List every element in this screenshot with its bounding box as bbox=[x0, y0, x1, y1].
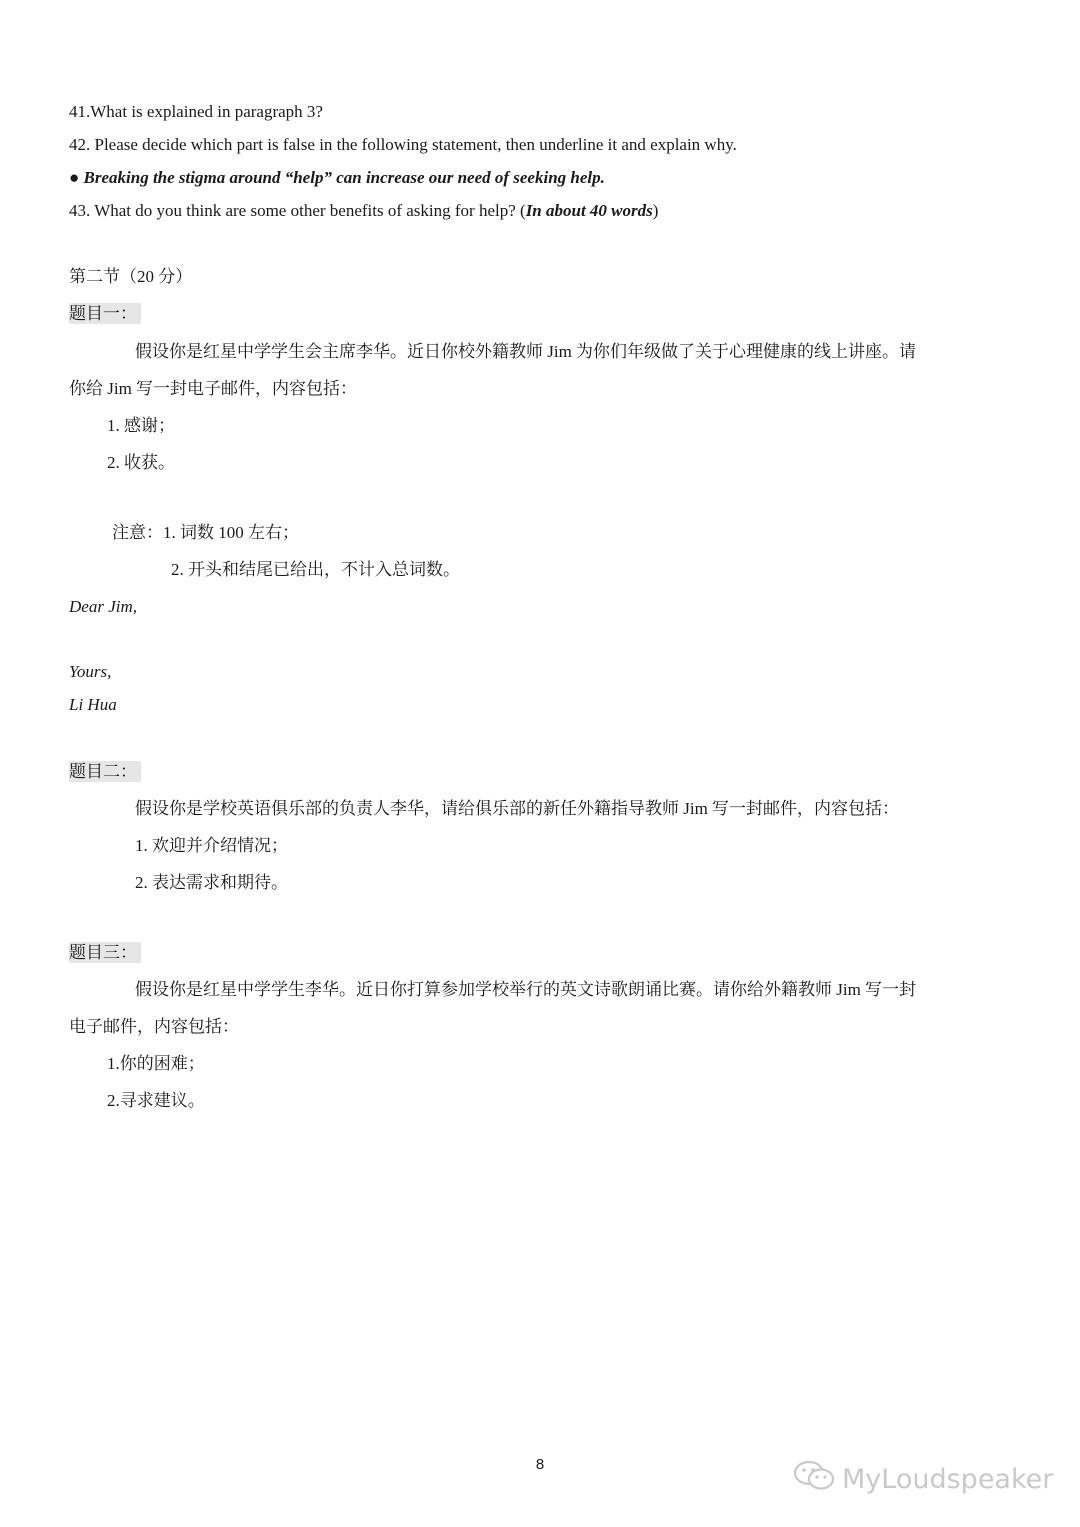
topic-2-item-2: 2. 表达需求和期待。 bbox=[135, 873, 288, 892]
question-41: 41.What is explained in paragraph 3? bbox=[69, 102, 323, 121]
statement: ● Breaking the stigma around “help” can increase our need of seeking help. bbox=[69, 168, 605, 187]
topic-1-label bbox=[69, 303, 141, 325]
topic-2-para-line-1: 假设你是学校英语俱乐部的负责人李华，请给俱乐部的新任外籍指导教师 Jim 写一封邮件，内容包括： bbox=[135, 799, 900, 818]
question-42: 42. Please decide which part is false in the following statement, then underline it and explain why. bbox=[69, 135, 737, 154]
topic-1-item-2: 2. 收获。 bbox=[107, 453, 175, 472]
topic-2-item-1: 1. 欢迎并介绍情况； bbox=[135, 836, 288, 855]
note-2: 2. 开头和结尾已给出，不计入总词数。 bbox=[171, 560, 460, 579]
topic-1-label-text: 题目一： bbox=[69, 303, 141, 324]
letter-closing: Yours, bbox=[69, 662, 112, 681]
watermark bbox=[792, 1458, 1053, 1501]
watermark-text: MyLoudspeaker bbox=[842, 1464, 1054, 1495]
word-limit: In about 40 words bbox=[525, 201, 653, 220]
letter-signature: Li Hua bbox=[69, 695, 117, 714]
topic-3-para-line-2: 电子邮件，内容包括： bbox=[69, 1017, 239, 1036]
topic-3-item-2: 2.寻求建议。 bbox=[107, 1091, 205, 1110]
letter-greeting: Dear Jim, bbox=[69, 597, 137, 616]
topic-3-para-line-1: 假设你是红星中学学生李华。近日你打算参加学校举行的英文诗歌朗诵比赛。请你给外籍教师 Jim 写一封 bbox=[135, 980, 917, 999]
question-43-close: ) bbox=[652, 201, 659, 220]
topic-3-label bbox=[69, 942, 141, 964]
topic-3-label-text: 题目三： bbox=[69, 942, 141, 963]
topic-1-para-line-2: 你给 Jim 写一封电子邮件，内容包括： bbox=[69, 379, 358, 398]
section-heading: 第二节（20 分） bbox=[69, 267, 193, 286]
topic-1-para-line-1: 假设你是红星中学学生会主席李华。近日你校外籍教师 Jim 为你们年级做了关于心理健康的线上讲座。请 bbox=[135, 342, 917, 361]
topic-2-label bbox=[69, 761, 141, 783]
wechat-icon bbox=[792, 1458, 842, 1501]
question-43-text: 43. What do you think are some other benefits of asking for help? ( bbox=[69, 201, 526, 220]
page-number: 8 bbox=[535, 1456, 545, 1473]
note-1: 注意：1. 词数 100 左右； bbox=[112, 523, 299, 542]
question-43 bbox=[69, 200, 658, 222]
topic-2-label-text: 题目二： bbox=[69, 761, 141, 782]
topic-1-item-1: 1. 感谢； bbox=[107, 416, 175, 435]
topic-3-item-1: 1.你的困难； bbox=[107, 1054, 205, 1073]
